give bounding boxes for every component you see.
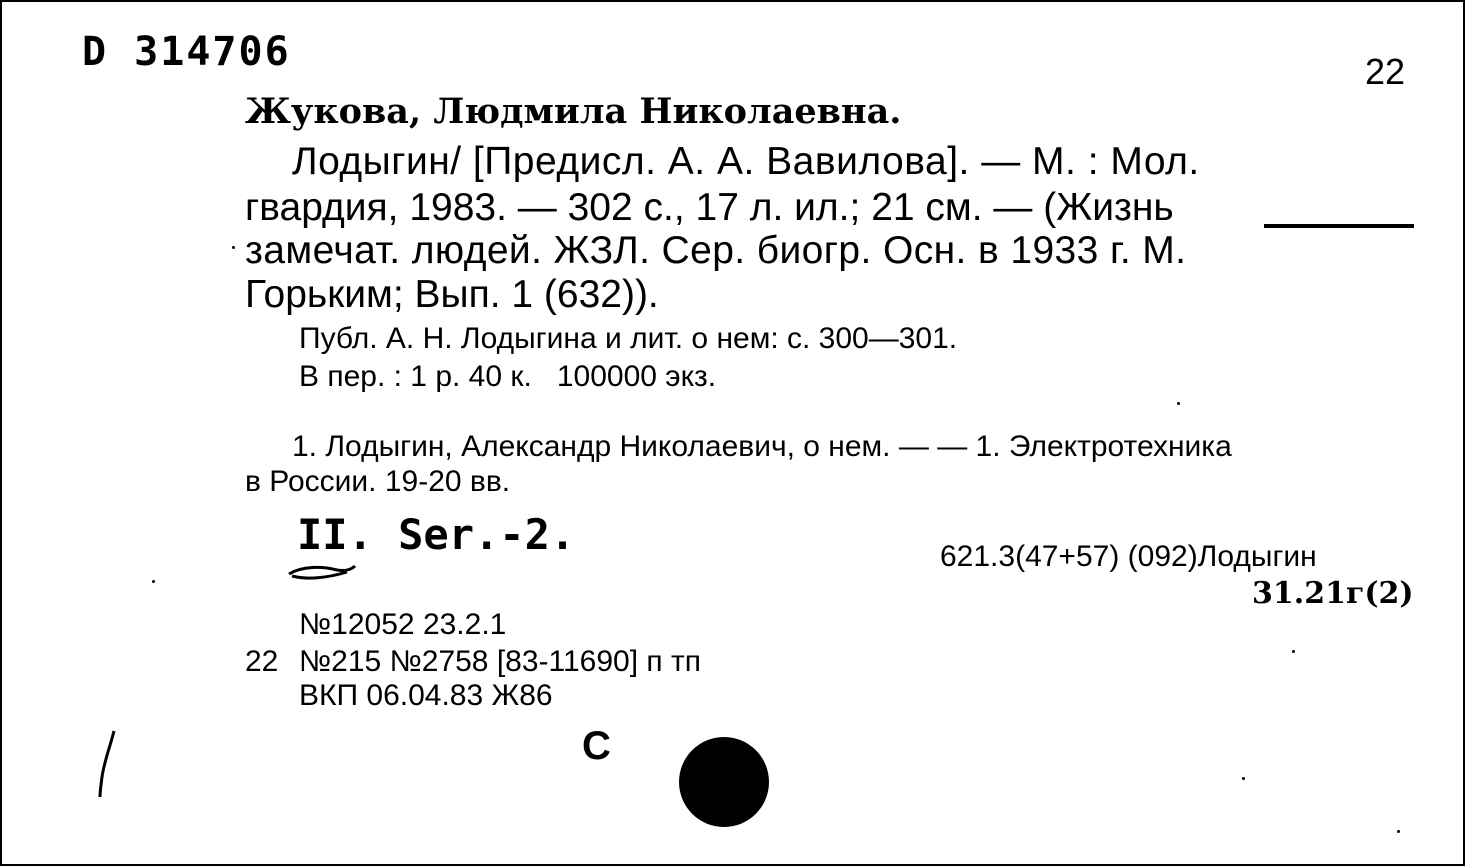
body-line-2: гвардия, 1983. — 302 с., 17 л. ил.; 21 см. — (Жизнь (245, 186, 1174, 229)
classification-index: 621.3(47+57) (092)Лодыгин (940, 540, 1317, 573)
note-line-1: Публ. А. Н. Лодыгина и лит. о нем: с. 300—301. (299, 322, 958, 355)
body-line-3: замечат. людей. ЖЗЛ. Сер. биогр. Осн. в 1933 г. М. (245, 229, 1187, 272)
underline-mark (1264, 224, 1414, 228)
speck (1397, 830, 1400, 833)
order-line-3: ВКП 06.04.83 Ж86 (299, 679, 553, 712)
handwritten-series-mark: II. Ser.-2. (297, 510, 576, 559)
note-line-2: В пер. : 1 р. 40 к. 100000 экз. (299, 360, 717, 393)
series-underline-squiggle (287, 562, 357, 582)
speck (152, 580, 155, 583)
classification-index-2: 31.21г(2) (1252, 576, 1414, 611)
stamp-letter: С (582, 724, 611, 768)
body-line-1: Лодыгин/ [Предисл. А. А. Вавилова]. — М. : Мол. (292, 140, 1200, 183)
speck (232, 246, 235, 249)
body-line-4: Горьким; Вып. 1 (632)). (245, 273, 659, 316)
page-number: 22 (1365, 51, 1406, 92)
author-heading: Жукова, Людмила Николаевна. (245, 91, 902, 132)
punch-hole (679, 737, 769, 827)
speck (1292, 650, 1295, 653)
speck (1177, 402, 1180, 405)
subjects-line-2: в России. 19-20 вв. (245, 465, 511, 498)
order-line-1: №12052 23.2.1 (299, 608, 507, 641)
subjects-line-1: 1. Лодыгин, Александр Николаевич, о нем. — — 1. Электротехника (292, 430, 1232, 463)
speck (1242, 777, 1245, 780)
call-number: D 314706 (82, 29, 291, 75)
order-line-2-prefix: 22 (245, 645, 279, 678)
order-line-2: №215 №2758 [83-11690] п тп (299, 645, 701, 678)
pencil-mark (92, 727, 122, 802)
